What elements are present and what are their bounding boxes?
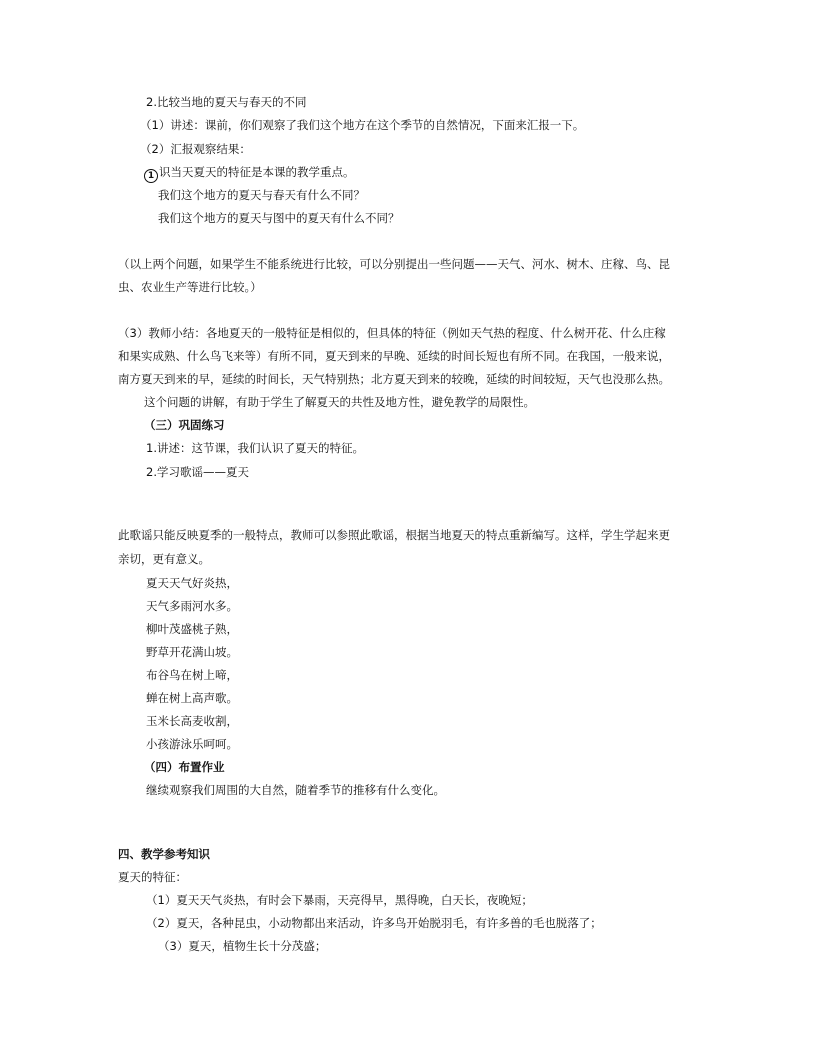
section-heading: （四）布置作业 (144, 760, 225, 774)
poem-line: 布谷鸟在树上啼， (146, 668, 238, 682)
list-item: （3）夏天，植物生长十分茂盛； (158, 939, 327, 953)
section-heading: （三）巩固练习 (144, 418, 225, 432)
poem-line: 玉米长高麦收割， (146, 714, 238, 728)
poem-line: 蝉在树上高声歌。 (146, 691, 238, 705)
list-item: （1）夏天天气炎热，有时会下暴雨，天亮得早，黑得晚，白天长，夜晚短； (146, 893, 533, 907)
list-item: （2）夏天，各种昆虫，小动物都出来活动，许多鸟开始脱羽毛，有许多兽的毛也脱落了； (146, 916, 602, 930)
paragraph-line: 和果实成熟、什么鸟飞来等）有所不同，夏天到来的早晚、延续的时间长短也有所不同。在我国，一般来说， (118, 349, 670, 363)
paragraph-line: （3）教师小结：各地夏天的一般特征是相似的，但具体的特征（例如天气热的程度、什么树开花、什么庄稼 (118, 326, 666, 340)
paragraph-heading: 2.比较当地的夏天与春天的不同 (146, 95, 307, 109)
poem-line: 夏天天气好炎热， (146, 576, 238, 590)
paragraph-line: 1.讲述：这节课，我们认识了夏天的特征。 (146, 441, 364, 455)
question-line: 我们这个地方的夏天与图中的夏天有什么不同？ (158, 211, 400, 225)
paragraph-line: 夏天的特征： (118, 870, 187, 884)
question-line: 我们这个地方的夏天与春天有什么不同？ (158, 188, 365, 202)
paragraph-line: 此歌谣只能反映夏季的一般特点，教师可以参照此歌谣，根据当地夏天的特点重新编写。这样，学生学起来更 (118, 528, 670, 542)
paragraph-line: 亲切，更有意义。 (118, 552, 210, 566)
paragraph-line: （2）汇报观察结果： (140, 142, 251, 156)
paragraph-line: 这个问题的讲解，有助于学生了解夏天的共性及地方性，避免教学的局限性。 (144, 395, 535, 409)
paragraph-line: （1）讲述：课前，你们观察了我们这个地方在这个季节的自然情况，下面来汇报一下。 (140, 118, 585, 132)
poem-line: 野草开花满山坡。 (146, 645, 238, 659)
paragraph-line (144, 166, 355, 183)
poem-line: 小孩游泳乐呵呵。 (146, 737, 238, 751)
chapter-heading: 四、教学参考知识 (118, 847, 210, 861)
paragraph-line: 虫、农业生产等进行比较。） (118, 280, 262, 294)
poem-line: 天气多雨河水多。 (146, 599, 238, 613)
paragraph-line: （以上两个问题，如果学生不能系统进行比较，可以分别提出一些问题——天气、河水、树木、庄稼、鸟、昆 (118, 257, 670, 271)
paragraph-line: 南方夏天到来的早，延续的时间长，天气特别热；北方夏天到来的较晚，延续的时间较短，天气也没那么热。 (118, 372, 670, 386)
poem-line: 柳叶茂盛桃子熟， (146, 622, 238, 636)
circled-number: 1 (144, 169, 158, 183)
paragraph-line: 继续观察我们周围的大自然，随着季节的推移有什么变化。 (146, 783, 445, 797)
paragraph-text: 识当天夏天的特征是本课的教学重点。 (159, 165, 355, 179)
paragraph-line: 2.学习歌谣——夏天 (146, 465, 249, 479)
